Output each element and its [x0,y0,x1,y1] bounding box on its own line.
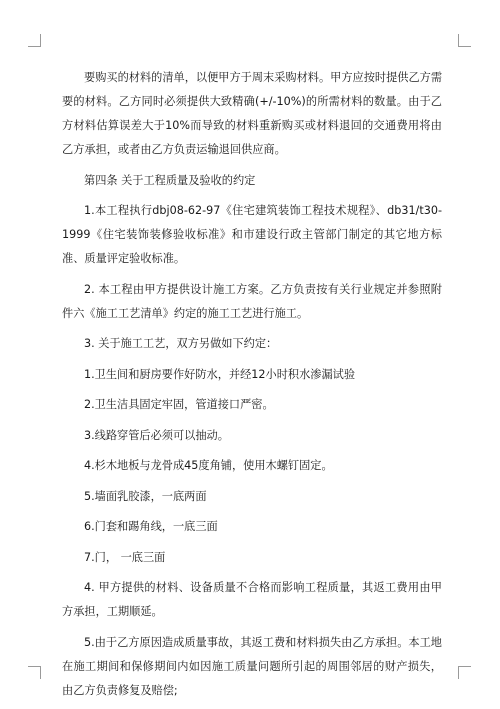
crop-mark-top-left [28,34,41,47]
crop-mark-bottom-right [458,666,471,679]
crop-mark-top-right [458,34,471,47]
paragraph-process-agreement: 3. 关于施工工艺，双方另做如下约定： [84,337,278,350]
list-item-wiring: 3.线路穿管后必须可以抽动。 [84,428,229,442]
crop-mark-bottom-left [28,666,41,679]
paragraph-party-a-materials: 4. 甲方提供的材料、设备质量不合格而影响工程质量，其返工费用由甲方承担，工期顺延。 [62,581,442,618]
list-item-sanitary-fixtures: 2.卫生洁具固定牢固，管道接口严密。 [84,398,274,411]
paragraph-standards: 1.本工程执行dbj08-62-97《住宅建筑装饰工程技术规程》、db31/t30-1999《住宅装饰装修验收标准》和市建设行政主管部门制定的其它地方标准、质量评定验收标准。 [62,204,442,265]
list-item-wood-floor: 4.杉木地板与龙骨成45度角铺，使用木螺钉固定。 [84,459,333,472]
paragraph-design-plan: 2. 本工程由甲方提供设计施工方案。乙方负责按有关行业规定并参照附件六《施工工艺清单》约定的施工工艺进行施工。 [62,282,442,320]
section-heading-article-4: 第四条 关于工程质量及验收的约定 [84,173,256,187]
paragraph-party-b-quality: 5.由于乙方原因造成质量事故，其返工费和材料损失由乙方承担。本工地在施工期间和保修期间内如因施工质量问题所引起的周围邻居的财产损失，由乙方负责修复及赔偿; [62,635,442,697]
list-item-door: 7.门， 一底三面 [84,550,166,564]
list-item-door-frame: 6.门套和踢角线，一底三面 [84,520,218,533]
list-item-waterproofing: 1.卫生间和厨房要作好防水，并经12小时积水渗漏试验 [84,367,356,381]
list-item-wall-paint: 5.墙面乳胶漆，一底两面 [84,489,207,503]
paragraph-materials: 要购买的材料的清单，以便甲方于周末采购材料。甲方应按时提供乙方需要的材料。乙方同时必须提供大致精确(+/-10%)的所需材料的数量。由于乙方材料估算误差大于10%而导致的材料重新购买或材料退回的交通费用将由乙方承担，或者由乙方负责运输退回供应商。 [62,71,443,156]
document-body [62,66,442,709]
